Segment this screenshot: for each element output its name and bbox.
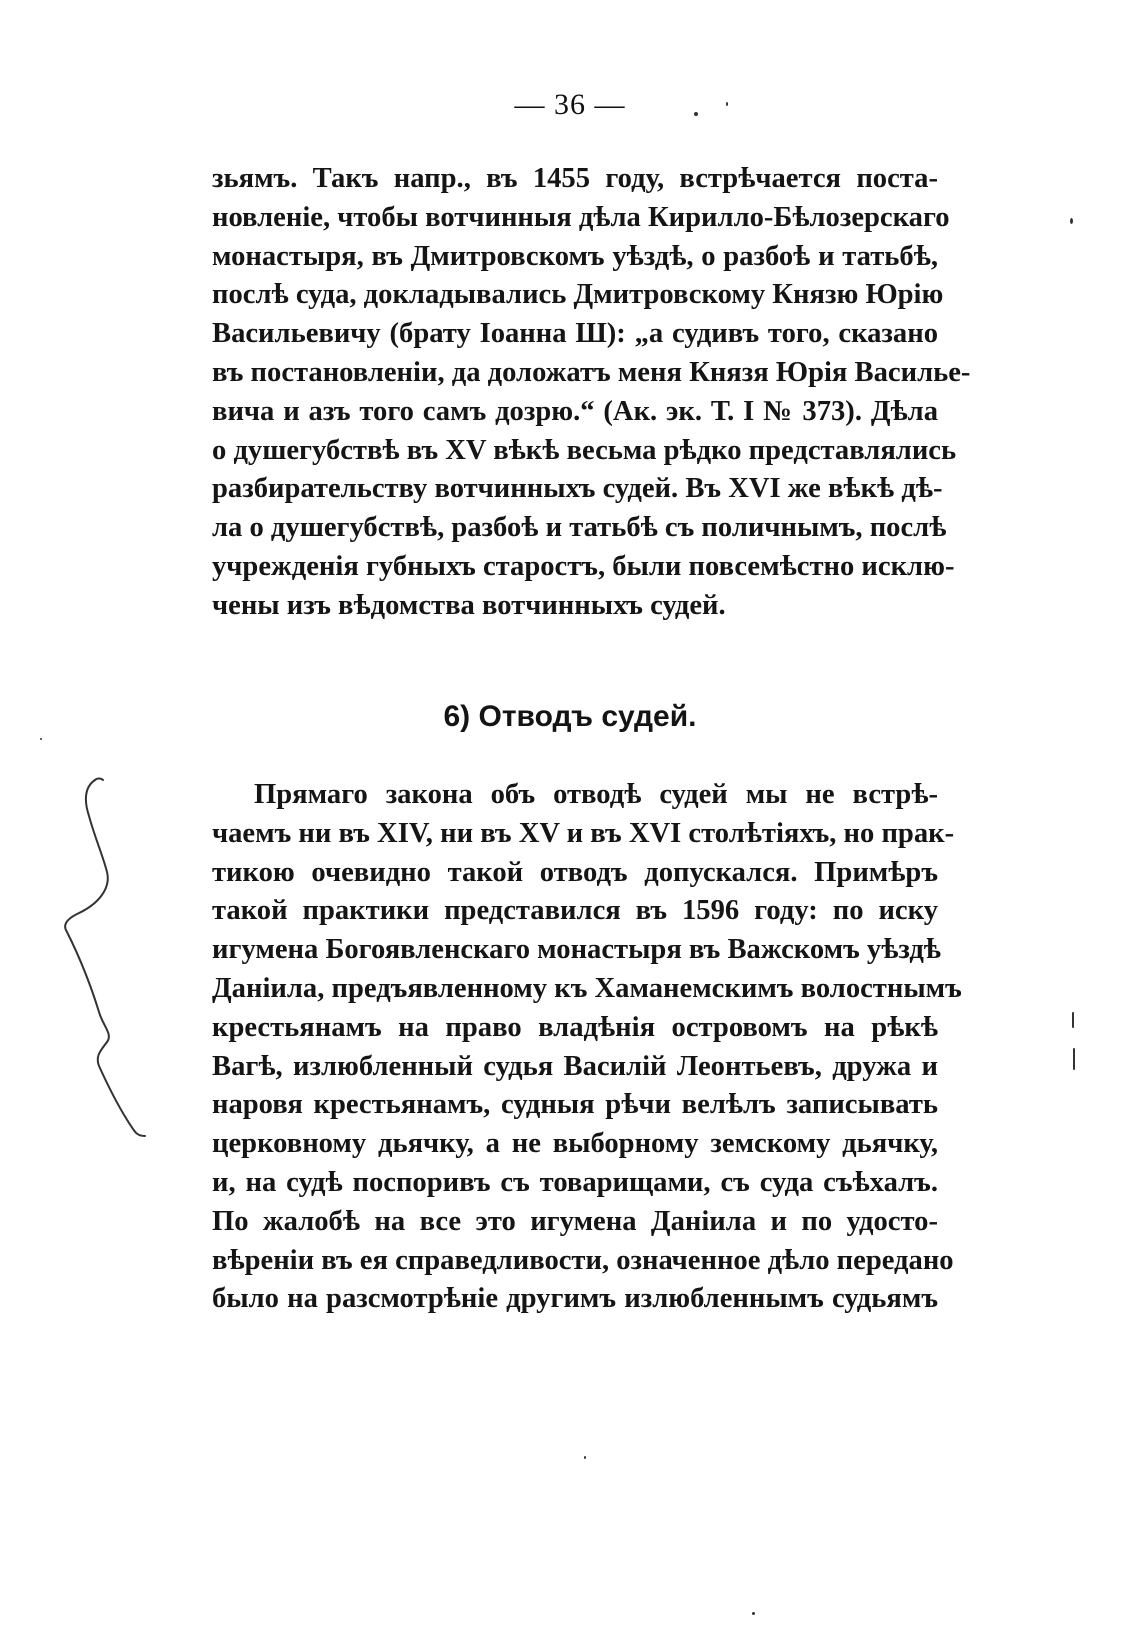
paper-speck [1072, 1012, 1074, 1028]
paragraph-1 [212, 160, 971, 626]
paragraph-line: Даніила, предъявленному къ Хаманемскимъ волостнымъ [212, 972, 962, 1004]
paragraph-line: такой практики представился въ 1596 году: по иску [212, 895, 938, 927]
paragraph-line: тикою очевидно такой отводъ допускался. Примѣръ [212, 856, 938, 888]
paper-speck [1073, 1048, 1075, 1070]
paragraph-line: о душегубствѣ въ XV вѣкѣ весьма рѣдко представлялись [212, 434, 957, 466]
paragraph-line: монастыря, въ Дмитровскомъ уѣздѣ, о разбоѣ и татьбѣ, [212, 240, 938, 272]
paragraph-line: наровя крестьянамъ, судныя рѣчи велѣлъ записывать [212, 1089, 938, 1121]
paragraph-line: чаемъ ни въ XIV, ни въ XV и въ XVI столѣтіяхъ, но прак- [212, 817, 955, 849]
paragraph-line: разбирательству вотчинныхъ судей. Въ XVI же вѣкѣ дѣ- [212, 473, 943, 505]
paragraph-line: вича и азъ того самъ дозрю.“ (Ак. эк. Т. I № 373). Дѣла [212, 395, 938, 427]
paragraph-line: въ постановленіи, да доложатъ меня Князя Юрія Василье- [212, 356, 971, 388]
paragraph-line: вѣреніи въ ея справедливости, означенное дѣло передано [212, 1244, 954, 1276]
paper-speck [752, 1612, 755, 1615]
paragraph-line: чены изъ вѣдомства вотчинныхъ судей. [212, 589, 726, 621]
paper-speck [40, 738, 42, 740]
paragraph-line: крестьянамъ на право владѣнія островомъ на рѣкѣ [212, 1011, 938, 1043]
page-number: — 36 — [514, 88, 626, 121]
paper-speck [1070, 218, 1073, 224]
paragraph-line: зьямъ. Такъ напр., въ 1455 году, встрѣчается поста- [212, 163, 938, 194]
paper-speck [584, 1456, 586, 1459]
paragraph-line: игумена Богоявленскаго монастыря въ Важскомъ уѣздѣ [212, 934, 941, 966]
margin-pencil-mark [55, 776, 175, 1156]
paper-speck [694, 112, 698, 116]
paragraph-line: церковному дьячку, а не выборному земскому дьячку, [212, 1128, 938, 1160]
paragraph-line: ла о душегубствѣ, разбоѣ и татьбѣ съ поличнымъ, послѣ [212, 512, 947, 544]
paragraph-line: и, на судѣ поспоривъ съ товарищами, съ суда съѣхалъ. [212, 1166, 938, 1198]
paragraph-2 [212, 776, 962, 1319]
paragraph-line: учрежденія губныхъ старостъ, были повсемѣстно исклю- [212, 550, 955, 582]
paragraph-line: послѣ суда, докладывались Дмитровскому Князю Юрію [212, 279, 944, 311]
paragraph-line: По жалобѣ на все это игумена Даніила и по удосто- [212, 1205, 938, 1237]
paragraph-line: Прямаго закона объ отводѣ судей мы не встрѣ- [254, 779, 938, 810]
paragraph-line: Вагѣ, излюбленный судья Василій Леонтьевъ, дружа и [212, 1050, 938, 1082]
paragraph-line: новленіе, чтобы вотчинныя дѣла Кирилло-Бѣлозерскаго [212, 201, 950, 233]
paper-speck [726, 102, 728, 106]
section-heading: 6) Отводъ судей. [443, 700, 697, 733]
paragraph-line: Васильевичу (брату Іоанна Ш): „а судивъ того, сказано [212, 318, 938, 350]
paragraph-line: было на разсмотрѣніе другимъ излюбленнымъ судьямъ [212, 1283, 938, 1315]
